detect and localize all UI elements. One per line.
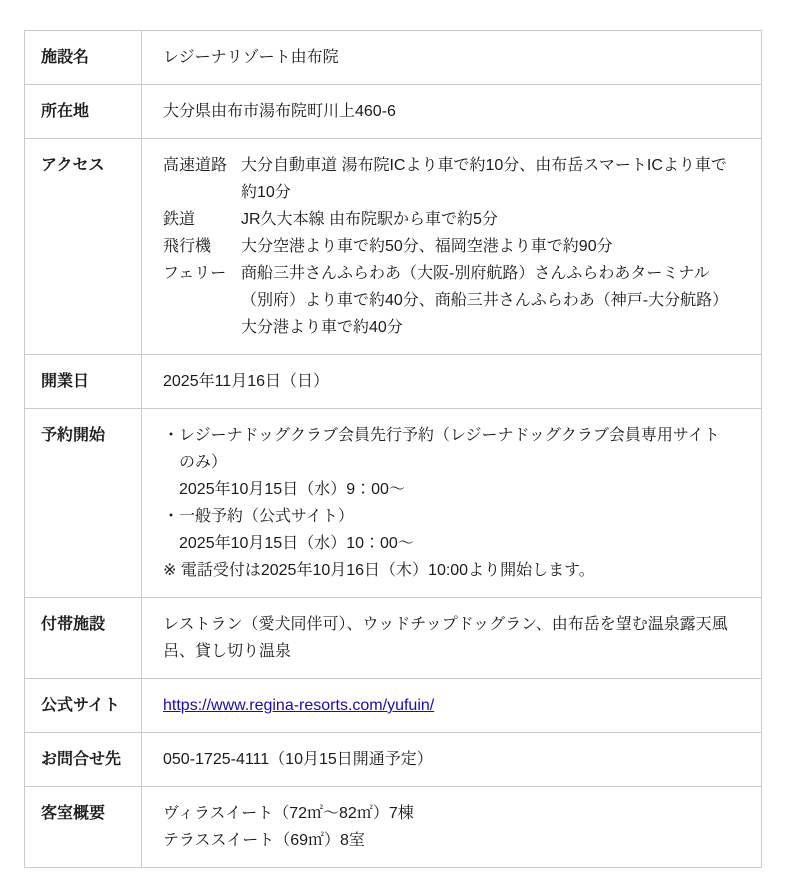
row-label-rooms: 客室概要 — [25, 787, 142, 868]
row-label-access: アクセス — [25, 139, 142, 355]
row-label-official-site: 公式サイト — [25, 679, 142, 733]
row-value-access — [142, 139, 762, 355]
row-value-reservation-start — [142, 409, 762, 598]
reservation-phone-note: ※ 電話受付は2025年10月16日（木）10:00より開始します。 — [163, 562, 595, 579]
table-row-address — [25, 85, 762, 139]
access-mode-desc: 商船三井さんふらわあ（大阪-別府航路）さんふらわあターミナル（別府）より車で約40分、商船三井さんふらわあ（神戸-大分航路）大分港より車で約40分 — [241, 265, 729, 336]
official-site-link[interactable]: https://www.regina-resorts.com/yufuin/ — [163, 697, 435, 714]
reservation-general-time: 2025年10月15日（水）10：00～ — [179, 535, 414, 552]
room-type-villa-suite: ヴィラスイート（72㎡～82㎡）7棟 — [163, 805, 414, 822]
facility-spec-table — [24, 30, 762, 868]
access-mode-label: 高速道路 — [163, 157, 228, 174]
facility-spec-table-body — [25, 31, 762, 868]
row-value-facility-name: レジーナリゾート由布院 — [142, 31, 762, 85]
reservation-member-time: 2025年10月15日（水）9：00～ — [179, 481, 405, 498]
row-value-contact: 050-1725-4111（10月15日開通予定） — [142, 733, 762, 787]
table-row-access — [25, 139, 762, 355]
table-row-facilities — [25, 598, 762, 679]
access-entry-rail — [163, 206, 735, 233]
row-label-reservation-start: 予約開始 — [25, 409, 142, 598]
access-entry-highway — [163, 152, 735, 206]
access-mode-label: 飛行機 — [163, 238, 212, 255]
row-value-official-site — [142, 679, 762, 733]
table-row-rooms — [25, 787, 762, 868]
access-mode-label: 鉄道 — [163, 211, 196, 228]
access-mode-desc: 大分空港より車で約50分、福岡空港より車で約90分 — [241, 238, 613, 255]
access-entry-air — [163, 233, 735, 260]
row-label-address: 所在地 — [25, 85, 142, 139]
access-mode-desc: JR久大本線 由布院駅から車で約5分 — [241, 211, 498, 228]
row-value-opening-date: 2025年11月16日（日） — [142, 355, 762, 409]
access-entry-ferry — [163, 260, 735, 341]
access-mode-label: フェリー — [163, 265, 227, 282]
reservation-member-line: ・レジーナドッグクラブ会員先行予約（レジーナドッグクラブ会員専用サイトのみ） — [163, 427, 720, 471]
table-row-opening-date — [25, 355, 762, 409]
row-label-facility-name: 施設名 — [25, 31, 142, 85]
access-mode-desc: 大分自動車道 湯布院ICより車で約10分、由布岳スマートICより車で約10分 — [241, 157, 727, 201]
table-row-facility-name — [25, 31, 762, 85]
row-label-contact: お問合せ先 — [25, 733, 142, 787]
row-label-facilities: 付帯施設 — [25, 598, 142, 679]
row-value-rooms — [142, 787, 762, 868]
room-type-terrace-suite: テラススイート（69㎡）8室 — [163, 832, 365, 849]
row-value-facilities: レストラン（愛犬同伴可）、ウッドチップドッグラン、由布岳を望む温泉露天風呂、貸し切り温泉 — [142, 598, 762, 679]
row-label-opening-date: 開業日 — [25, 355, 142, 409]
row-value-address: 大分県由布市湯布院町川上460-6 — [142, 85, 762, 139]
table-row-contact — [25, 733, 762, 787]
table-row-official-site — [25, 679, 762, 733]
reservation-general-line: ・一般予約（公式サイト） — [163, 508, 354, 525]
table-row-reservation-start — [25, 409, 762, 598]
